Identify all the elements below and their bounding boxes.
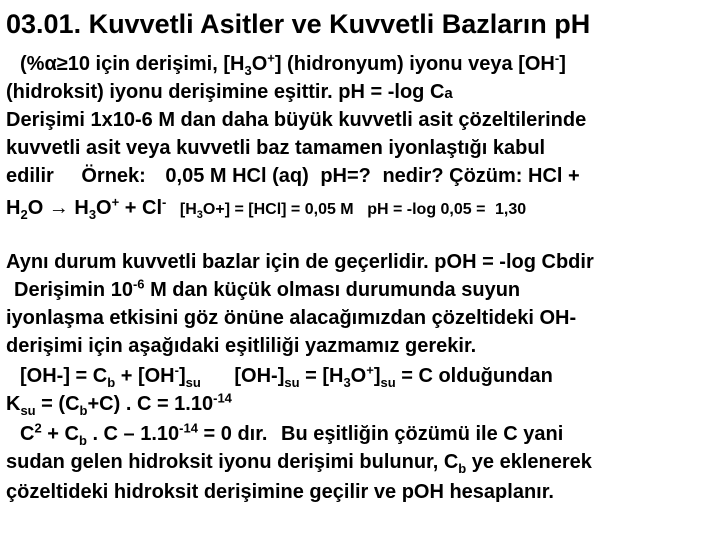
superscript: -14 — [179, 420, 198, 436]
subscript: 3 — [88, 207, 97, 222]
text: O — [251, 53, 268, 75]
text: Bu eşitliğin çözümü ile C yani — [281, 423, 564, 445]
text: a — [444, 85, 453, 102]
subscript: b — [458, 461, 467, 476]
text: [OH-] = C — [20, 365, 108, 387]
subscript: su — [380, 375, 396, 390]
text: nedir? — [382, 165, 444, 187]
p2-line-8 — [6, 450, 592, 474]
subscript: 3 — [196, 209, 203, 222]
text: = 0 dır. — [197, 423, 268, 445]
superscript: -6 — [132, 276, 145, 292]
superscript: + — [366, 362, 374, 378]
text: + Cl — [119, 197, 162, 219]
text: ye eklenerek — [466, 451, 592, 473]
p1-line-2 — [6, 80, 453, 106]
p1-line-1 — [20, 52, 566, 76]
text — [179, 201, 354, 222]
p2-line-7 — [20, 422, 563, 446]
text: ] — [559, 53, 566, 75]
text: Aynı durum kuvvetli bazlar için de geçerlidir. — [6, 251, 429, 273]
superscript: - — [174, 362, 179, 378]
superscript: + — [111, 194, 120, 210]
text: 0,05 M HCl (aq) — [165, 165, 309, 187]
superscript: 2 — [34, 420, 42, 436]
subscript: su — [284, 375, 300, 390]
text: + [OH — [115, 365, 175, 387]
subscript: b — [79, 403, 88, 418]
text: pH=? — [320, 165, 371, 187]
text: Derişimin 10 — [14, 279, 133, 301]
text: Çözüm: HCl + — [449, 165, 580, 187]
subscript: 3 — [244, 63, 252, 78]
text: O+] = [HCl] = 0,05 M — [202, 201, 354, 218]
superscript: - — [162, 194, 167, 210]
p2-line-4: derişimi için aşağıdaki eşitliliği yazmamız gerekir. — [6, 335, 477, 357]
text: ] — [373, 365, 381, 387]
p2-line-6 — [6, 392, 232, 416]
p2-line-5 — [20, 364, 553, 388]
text: 1,30 — [495, 201, 527, 218]
superscript: -14 — [213, 390, 232, 406]
text: [OH-] — [234, 365, 285, 387]
p1-line-4: kuvvetli asit veya kuvvetli baz tamamen iyonlaştığı kabul — [6, 137, 546, 159]
p2-line-1 — [6, 250, 594, 274]
p1-line-6 — [6, 196, 526, 222]
p2-line-9: çözeltideki hidroksit derişimine geçilir ve pOH hesaplanır. — [6, 481, 554, 503]
superscript: - — [554, 50, 560, 66]
text: ] — [178, 365, 186, 387]
text: pOH = -log Cbdir — [434, 251, 594, 273]
text: (hidroksit) iyonu derişimine eşittir. — [6, 81, 333, 103]
text: + C — [41, 423, 79, 445]
text: [H — [179, 201, 197, 218]
text: pH = -log C — [338, 81, 445, 103]
subscript: b — [107, 375, 116, 390]
subscript: 2 — [20, 207, 28, 222]
subscript: 3 — [343, 375, 351, 390]
text: O — [96, 197, 112, 219]
text: K — [6, 393, 21, 415]
p2-line-3: iyonlaşma etkisini göz önüne alacağımızdan çözeltideki OH- — [6, 307, 577, 329]
text: O — [350, 365, 367, 387]
text: (%α≥10 için derişimi, [H — [20, 53, 245, 75]
subscript: su — [185, 375, 201, 390]
text: pH = -log 0,05 = — [367, 201, 486, 218]
p2-line-2 — [14, 278, 520, 302]
text: → H — [43, 197, 89, 219]
text: O — [27, 197, 44, 219]
subscript: su — [20, 403, 36, 418]
text: sudan gelen hidroksit iyonu derişimi bulunur, C — [6, 451, 459, 473]
text: ] (hidronyum) iyonu veya [OH — [274, 53, 555, 75]
p1-line-3: Derişimi 1x10-6 M dan daha büyük kuvvetli asit çözeltilerinde — [6, 109, 587, 131]
text: Örnek: — [81, 165, 146, 187]
p1-line-5 — [6, 164, 580, 188]
text: edilir — [6, 165, 54, 187]
text: = (C — [35, 393, 80, 415]
slide-title: 03.01. Kuvvetli Asitler ve Kuvvetli Bazların pH — [6, 9, 591, 39]
text: C — [20, 423, 35, 445]
superscript: + — [267, 50, 275, 66]
text: +C) . C = 1.10 — [87, 393, 214, 415]
subscript: b — [78, 433, 87, 448]
text: M dan küçük olması durumunda suyun — [144, 279, 521, 301]
text: = C olduğundan — [395, 365, 553, 387]
text: = [H — [299, 365, 344, 387]
text: . C – 1.10 — [86, 423, 180, 445]
text: H — [6, 197, 21, 219]
